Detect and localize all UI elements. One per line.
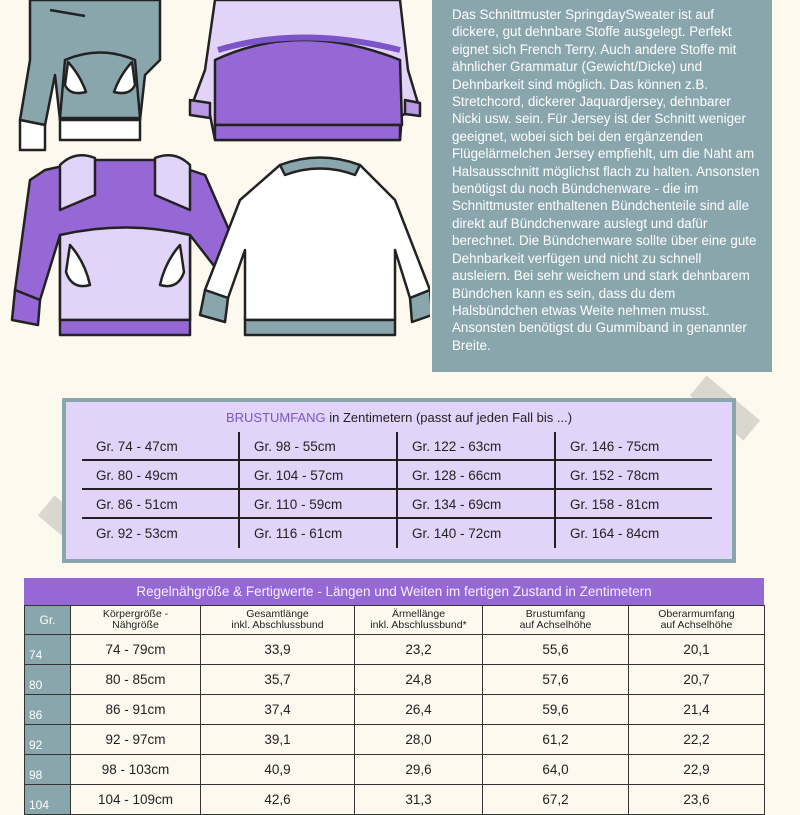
- brustumfang-grid: [82, 432, 712, 548]
- table-header-row: [25, 606, 765, 635]
- table-cell: Gr. 74 - 47cm: [96, 439, 178, 454]
- table-cell: 104 - 109cm: [71, 785, 201, 815]
- header-cell: Brustumfang auf Achselhöhe: [483, 606, 629, 635]
- table-cell: 92 - 97cm: [71, 725, 201, 755]
- table-row: [82, 432, 712, 461]
- table-cell: 28,0: [355, 725, 483, 755]
- table-cell: Gr. 116 - 61cm: [238, 519, 396, 548]
- table-row: [25, 665, 765, 695]
- table-cell: Gr. 146 - 75cm: [554, 432, 712, 459]
- table-cell: 33,9: [201, 635, 355, 665]
- header-cell: Körpergröße - Nähgröße: [71, 606, 201, 635]
- table-cell: 40,9: [201, 755, 355, 785]
- table-row: [82, 519, 712, 548]
- table-cell: 86 - 91cm: [71, 695, 201, 725]
- table-cell: Gr. 80 - 49cm: [96, 468, 178, 483]
- fabric-info-box: [432, 0, 772, 372]
- table-cell: 74 - 79cm: [71, 635, 201, 665]
- table-cell: Gr. 134 - 69cm: [396, 490, 554, 517]
- table-cell: 57,6: [483, 665, 629, 695]
- table-row: [25, 725, 765, 755]
- size-cell: 104: [25, 785, 71, 815]
- table-cell: 22,9: [629, 755, 765, 785]
- table-cell: Gr. 104 - 57cm: [238, 461, 396, 488]
- header-cell: Oberarmumfang auf Achselhöhe: [629, 606, 765, 635]
- table-cell: 80 - 85cm: [71, 665, 201, 695]
- table-cell: 29,6: [355, 755, 483, 785]
- sweater-teal-icon: [20, 0, 160, 150]
- size-cell: 92: [25, 725, 71, 755]
- table-cell: 21,4: [629, 695, 765, 725]
- table-cell: 20,7: [629, 665, 765, 695]
- table-cell: 20,1: [629, 635, 765, 665]
- header-cell: Ärmellänge inkl. Abschlussbund*: [355, 606, 483, 635]
- table-cell: Gr. 98 - 55cm: [238, 432, 396, 459]
- table-cell: 67,2: [483, 785, 629, 815]
- table-cell: 61,2: [483, 725, 629, 755]
- regel-title: Regelnähgröße & Fertigwerte - Längen und Weiten im fertigen Zustand in Zentimetern: [24, 578, 764, 605]
- header-cell: Gesamtlänge inkl. Abschlussbund: [201, 606, 355, 635]
- brustumfang-table: [62, 398, 736, 563]
- table-cell: 64,0: [483, 755, 629, 785]
- fabric-description: Das Schnittmuster SpringdaySweater ist auf dickere, gut dehnbare Stoffe ausgelegt. Perfekt eignet sich French Terry. Auch andere Stoffe mit ähnlicher Grammatur (Gewicht/Dicke) und Dehnbarkeit sind möglich. Das können z.B. Stretchcord, dickerer Jaquardjersey, dehnbarer Nicki usw. sein. Für Jersey ist der Schnitt weniger geeignet, wobei sich bei den ergänzenden Flügelärmelchen Jersey empfiehlt, um die Naht am Halsausschnitt möglichst flach zu halten. Ansonsten benötigst du noch Bündchenware - die im Schnittmuster enthaltenen Bündchenteile sind alle direkt auf Bündchenware auslegt und dafür berechnet. Die Bündchenware sollte über eine gute Dehnbarkeit verfügen und nicht zu schnell ausleiern. Bei sehr weichem und stark dehnbarem Bündchen kann es sein, dass du dem Halsbündchen etwas Weite nehmen musst. Ansonsten benötigst du Gummiband in genannter Breite.: [452, 7, 760, 353]
- sweater-illustrations: [0, 0, 430, 380]
- table-cell: Gr. 122 - 63cm: [396, 432, 554, 459]
- table-cell: Gr. 86 - 51cm: [96, 497, 178, 512]
- table-cell: 31,3: [355, 785, 483, 815]
- table-cell: 35,7: [201, 665, 355, 695]
- size-cell: 80: [25, 665, 71, 695]
- table-row: [25, 755, 765, 785]
- table-row: [82, 461, 712, 490]
- table-cell: Gr. 158 - 81cm: [554, 490, 712, 517]
- table-cell: 37,4: [201, 695, 355, 725]
- sweater-purple-icon: [190, 0, 420, 140]
- sweater-raglan-icon: [200, 158, 430, 336]
- table-cell: 26,4: [355, 695, 483, 725]
- size-cell: 98: [25, 755, 71, 785]
- table-cell: 98 - 103cm: [71, 755, 201, 785]
- brustumfang-title: BRUSTUMFANG in Zentimetern (passt auf jeden Fall bis ...): [225, 410, 573, 425]
- size-cell: 74: [25, 635, 71, 665]
- table-cell: Gr. 140 - 72cm: [396, 519, 554, 548]
- table-cell: Gr. 92 - 53cm: [96, 526, 178, 541]
- table-cell: 42,6: [201, 785, 355, 815]
- table-cell: 55,6: [483, 635, 629, 665]
- table-cell: Gr. 128 - 66cm: [396, 461, 554, 488]
- header-cell: Gr.: [25, 606, 71, 635]
- table-cell: Gr. 110 - 59cm: [238, 490, 396, 517]
- table-cell: 39,1: [201, 725, 355, 755]
- table-cell: 59,6: [483, 695, 629, 725]
- measurements-table: [24, 605, 765, 815]
- table-cell: Gr. 164 - 84cm: [554, 519, 712, 548]
- table-row: [25, 635, 765, 665]
- table-row: [25, 695, 765, 725]
- table-cell: 23,6: [629, 785, 765, 815]
- regelgroesse-table: [24, 578, 764, 815]
- table-cell: 23,2: [355, 635, 483, 665]
- table-row: [82, 490, 712, 519]
- table-cell: 22,2: [629, 725, 765, 755]
- size-cell: 86: [25, 695, 71, 725]
- table-cell: Gr. 152 - 78cm: [554, 461, 712, 488]
- table-cell: 24,8: [355, 665, 483, 695]
